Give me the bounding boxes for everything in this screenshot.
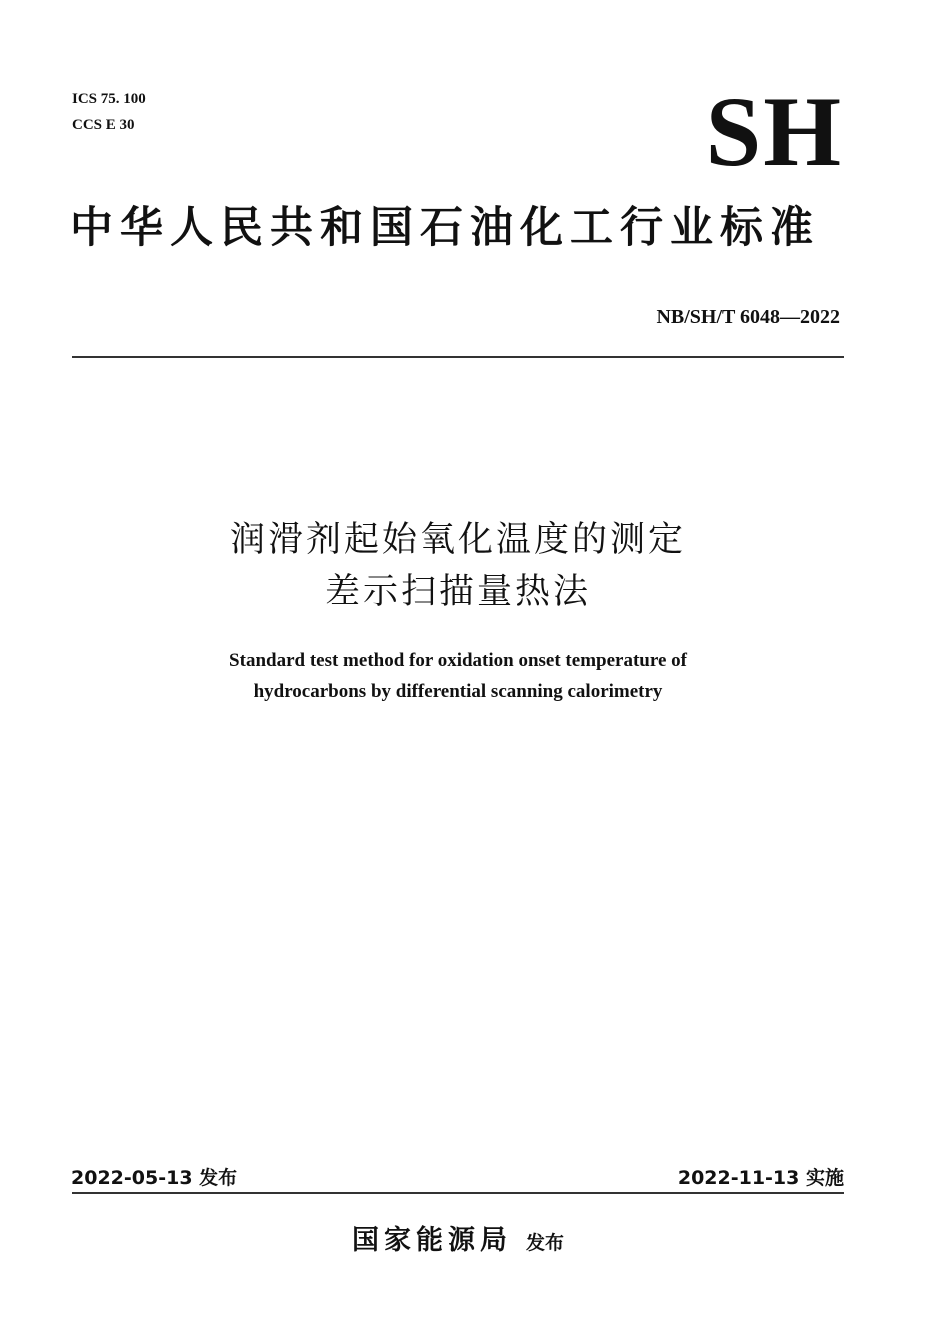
header-divider <box>72 356 844 358</box>
publisher-action: 发布 <box>525 1232 564 1254</box>
ics-code: ICS 75. 100 <box>72 91 146 107</box>
publish-date: 2022-05-13 发布 <box>71 1167 238 1189</box>
standard-number: NB/SH/T 6048—2022 <box>656 306 840 328</box>
publisher <box>0 1218 916 1257</box>
effective-date: 2022-11-13 实施 <box>677 1167 844 1189</box>
english-title <box>0 645 916 707</box>
ccs-code: CCS E 30 <box>72 117 135 133</box>
publisher-org: 国家能源局 <box>351 1225 512 1256</box>
footer-divider <box>72 1192 844 1194</box>
chinese-title-line-1: 润滑剂起始氧化温度的测定 <box>229 520 686 560</box>
issuer-title: 中华人民共和国石油化工行业标准 <box>70 203 820 253</box>
english-title-line-1: Standard test method for oxidation onset temperature of <box>229 650 687 671</box>
chinese-title <box>0 514 916 618</box>
industry-mark: SH <box>705 76 843 187</box>
chinese-title-line-2: 差示扫描量热法 <box>324 572 591 612</box>
classification-codes <box>72 86 146 138</box>
english-title-line-2: hydrocarbons by differential scanning calorimetry <box>253 681 663 702</box>
